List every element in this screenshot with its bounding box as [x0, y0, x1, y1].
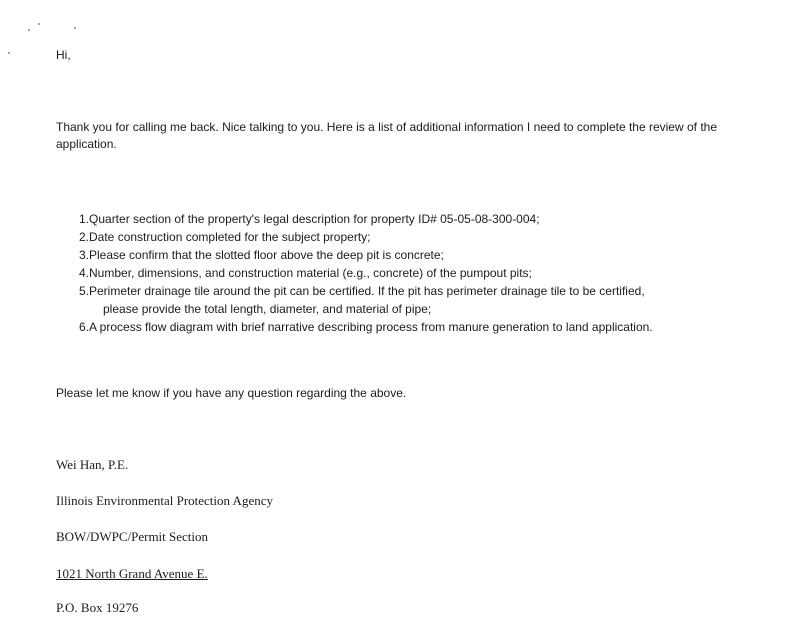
scan-speck [28, 29, 30, 31]
list-item: 2.Date construction completed for the subject property; [79, 230, 371, 244]
greeting: Hi, [56, 48, 71, 62]
signature-name: Wei Han, P.E. [56, 457, 129, 472]
signature-agency: Illinois Environmental Protection Agency [56, 493, 273, 508]
closing-line: Please let me know if you have any question regarding the above. [56, 386, 407, 400]
scan-speck [38, 23, 40, 25]
list-item: 4.Number, dimensions, and construction material (e.g., concrete) of the pumpout pits; [79, 266, 532, 280]
scan-speck [8, 52, 10, 54]
info-request-list [79, 210, 779, 336]
intro-paragraph: Thank you for calling me back. Nice talking to you. Here is a list of additional information I need to complete the review of the application. [56, 120, 718, 151]
signature-po-box: P.O. Box 19276 [56, 600, 139, 615]
signature-section: BOW/DWPC/Permit Section [56, 529, 209, 544]
scan-speck [74, 27, 76, 29]
list-item: 5.Perimeter drainage tile around the pit can be certified. If the pit has perimeter drainage tile to be certified, [79, 284, 645, 298]
list-item: 6.A process flow diagram with brief narrative describing process from manure generation to land application. [79, 320, 653, 334]
list-item: 3.Please confirm that the slotted floor above the deep pit is concrete; [79, 248, 444, 262]
list-item: 1.Quarter section of the property's legal description for property ID# 05-05-08-300-004; [79, 212, 540, 226]
signature-street-address: 1021 North Grand Avenue E. [56, 566, 208, 581]
list-item-continuation: please provide the total length, diameter, and material of pipe; [103, 302, 432, 316]
